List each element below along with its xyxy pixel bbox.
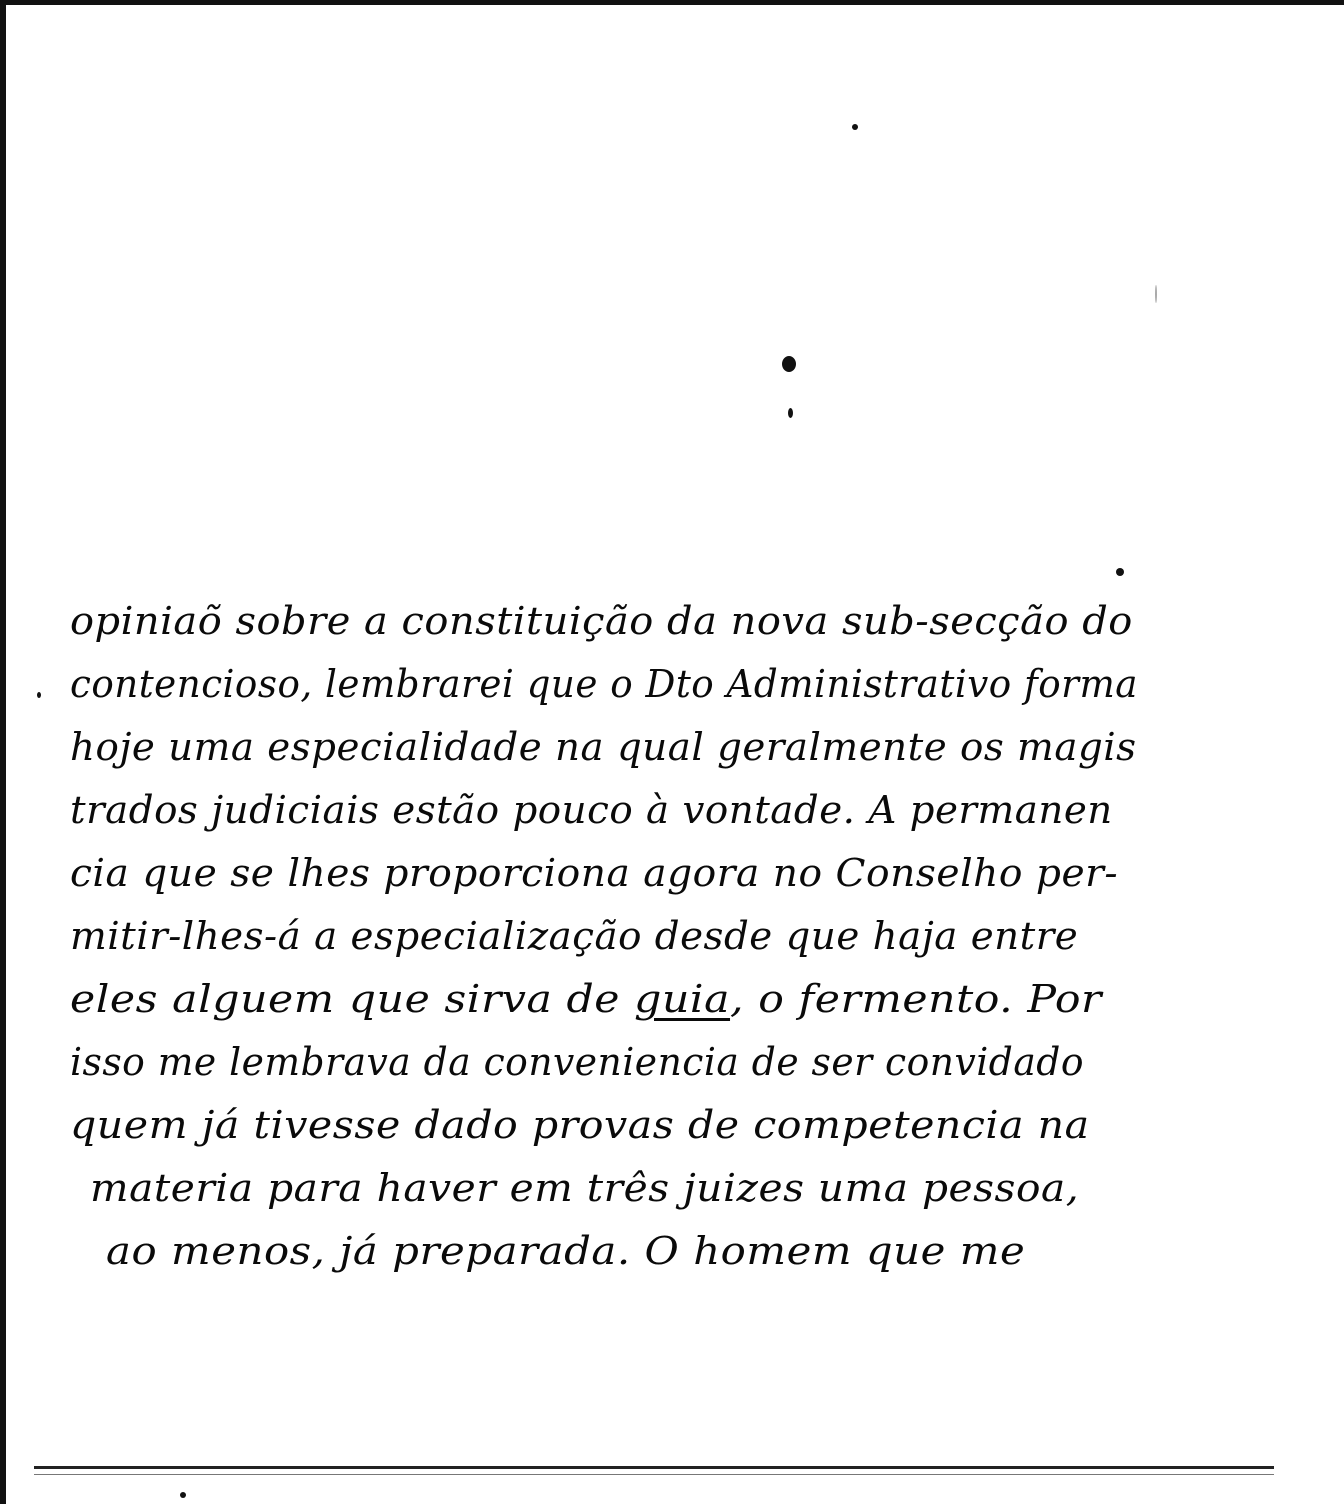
scan-border-top	[0, 0, 1344, 5]
bottom-rule	[34, 1466, 1274, 1469]
handwritten-line: isso me lembrava da conveniencia de ser convidado	[70, 1040, 1084, 1084]
handwritten-line: hoje uma especialidade na qual geralmente os magis	[70, 725, 1137, 769]
handwritten-line: cia que se lhes proporciona agora no Conselho per-	[70, 851, 1119, 895]
handwritten-line: quem já tivesse dado provas de competencia na	[70, 1103, 1090, 1147]
handwritten-text	[70, 590, 1310, 1283]
line-prefix: eles alguem que sirva de	[70, 977, 635, 1021]
scan-speck	[1155, 285, 1157, 303]
handwritten-line: materia para haver em três juizes uma pessoa,	[90, 1166, 1080, 1210]
handwritten-line: contencioso, lembrarei que o Dto Administrativo forma	[70, 662, 1138, 706]
handwritten-line: trados judiciais estão pouco à vontade. A permanen	[70, 788, 1113, 832]
scan-border-left	[0, 0, 6, 1504]
underlined-word: guia	[634, 977, 731, 1021]
scan-speck	[37, 692, 41, 698]
scan-speck	[852, 124, 858, 130]
handwritten-line: mitir-lhes-á a especialização desde que haja entre	[70, 914, 1079, 958]
handwritten-line	[70, 968, 1344, 1031]
handwritten-line: ao menos, já preparada. O homem que me	[106, 1229, 1026, 1273]
scan-speck	[782, 356, 796, 372]
scan-speck	[180, 1492, 186, 1498]
bottom-rule-shadow	[34, 1474, 1274, 1475]
scan-speck	[788, 408, 793, 418]
handwritten-line: opiniaõ sobre a constituição da nova sub-secção do	[70, 599, 1133, 643]
scan-speck	[1116, 568, 1124, 576]
line-suffix: , o fermento. Por	[730, 977, 1102, 1021]
